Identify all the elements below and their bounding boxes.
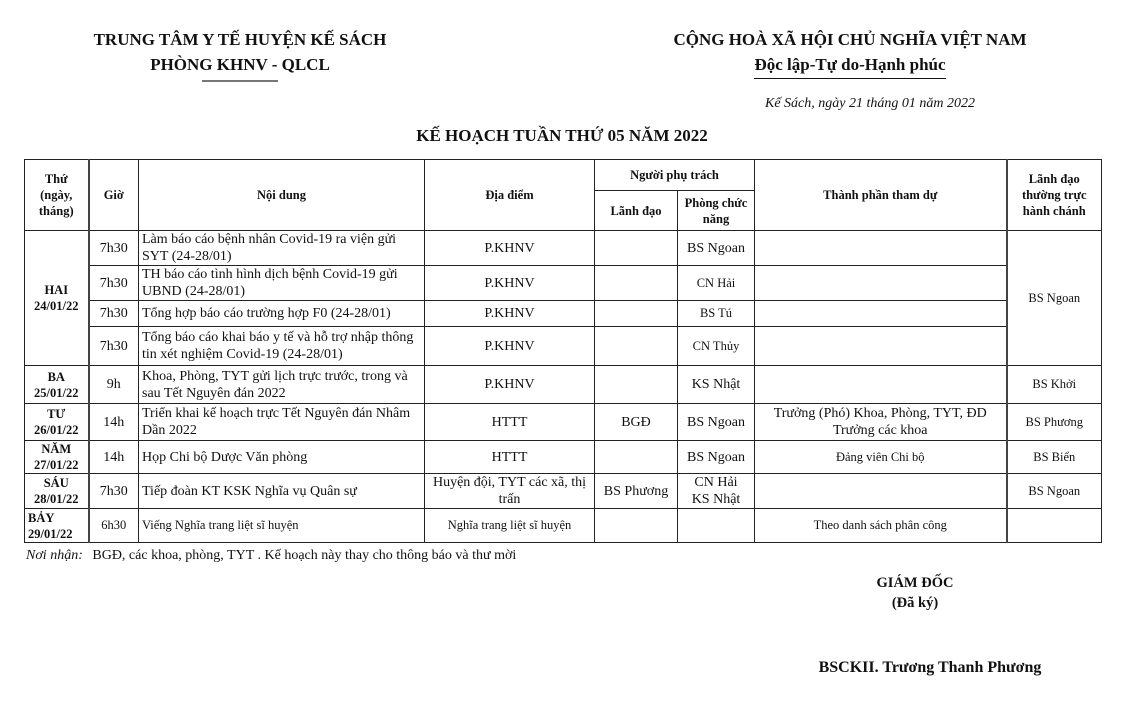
leader-cell [595,301,678,327]
header-location: Địa điểm [425,160,595,231]
header-duty-leader: Lãnh đạo thường trực hành chánh [1007,160,1102,231]
table-row [25,327,1102,366]
participants-cell: Trưởng (Phó) Khoa, Phòng, TYT, ĐD Trưởng các khoa [755,404,1007,441]
signature-title: GIÁM ĐỐC [876,575,954,591]
leader-cell [595,509,678,543]
day-date: 26/01/22 [34,423,79,437]
participants-cell [755,366,1007,404]
header-in-charge: Người phụ trách [595,160,755,191]
dept-cell [678,509,755,543]
location-cell: P.KHNV [425,231,595,266]
day-name: SÁU [43,476,69,490]
time-cell: 14h [89,404,139,441]
duty-leader-cell: BS Phương [1007,404,1102,441]
dept-cell: CN Hải [678,266,755,301]
dept-cell: BS Ngoan [678,404,755,441]
dept-line: KS Nhật [691,492,741,507]
leader-cell [595,441,678,474]
dept-cell: BS Ngoan [678,231,755,266]
weekly-plan-table [24,159,1102,543]
leader-cell [595,231,678,266]
content-cell: Tổng hợp báo cáo trường hợp F0 (24-28/01) [139,301,425,327]
table-row [25,474,1102,509]
duty-leader-cell: BS Biển [1007,441,1102,474]
dept-cell: BS Ngoan [678,441,755,474]
time-cell: 7h30 [89,474,139,509]
location-cell: Huyện đội, TYT các xã, thị trấn [425,474,595,509]
day-name: BẢY [28,510,55,525]
participants-cell: Đảng viên Chi bộ [755,441,1007,474]
content-cell: Viếng Nghĩa trang liệt sĩ huyện [139,509,425,543]
time-cell: 7h30 [89,327,139,366]
location-cell: HTTT [425,441,595,474]
duty-leader-cell: BS Ngoan [1007,474,1102,509]
department-name: PHÒNG KHNV - QLCL [150,55,330,74]
day-cell [25,231,89,366]
duty-leader-cell [1007,509,1102,543]
org-name: TRUNG TÂM Y TẾ HUYỆN KẾ SÁCH [93,30,387,49]
participants-cell: Theo danh sách phân công [755,509,1007,543]
table-row [25,266,1102,301]
recipients-text: BGĐ, các khoa, phòng, TYT . Kế hoạch này thay cho thông báo và thư mời [92,548,517,563]
table-row [25,366,1102,404]
day-name: NĂM [41,442,72,456]
participants-cell [755,231,1007,266]
dept-cell: BS Tú [678,301,755,327]
day-cell [25,474,89,509]
day-cell [25,441,89,474]
table-row [25,301,1102,327]
content-cell: Triển khai kế hoạch trực Tết Nguyên đán Nhâm Dần 2022 [139,404,425,441]
table-row [25,509,1102,543]
table-row [25,404,1102,441]
location-cell: Nghĩa trang liệt sĩ huyện [425,509,595,543]
time-cell: 6h30 [89,509,139,543]
signature-block [840,573,990,613]
document-date: Kế Sách, ngày 21 tháng 01 năm 2022 [765,96,975,111]
nation-motto: Độc lập-Tự do-Hạnh phúc [754,52,945,79]
day-cell [25,366,89,404]
header-day: Thứ (ngày, tháng) [25,160,89,231]
document-title: KẾ HOẠCH TUẦN THỨ 05 NĂM 2022 [416,126,708,145]
content-cell: Họp Chi bộ Dược Văn phòng [139,441,425,474]
day-date: 24/01/22 [34,299,79,313]
day-date: 25/01/22 [34,385,79,400]
header-time: Giờ [89,160,139,231]
location-cell: P.KHNV [425,366,595,404]
content-cell: Khoa, Phòng, TYT gửi lịch trực trước, trong và sau Tết Nguyên đán 2022 [139,366,425,404]
leader-cell [595,266,678,301]
national-header [620,27,1080,79]
day-date: 29/01/22 [28,526,73,541]
dept-line: CN Hải [694,475,738,490]
day-name: BA [47,369,65,384]
content-cell: Tiếp đoàn KT KSK Nghĩa vụ Quân sự [139,474,425,509]
dept-cell: KS Nhật [678,366,755,404]
location-cell: P.KHNV [425,301,595,327]
dept-cell [678,474,755,509]
day-date: 28/01/22 [34,492,79,506]
participants-cell [755,266,1007,301]
day-name: TƯ [47,407,66,421]
organization-header [40,27,440,82]
participants-cell [755,301,1007,327]
participants-cell [755,474,1007,509]
time-cell: 7h30 [89,231,139,266]
recipients-line [26,548,516,564]
signature-status: (Đã ký) [891,595,939,611]
day-cell [25,509,89,543]
location-cell: HTTT [425,404,595,441]
table-row [25,441,1102,474]
leader-cell: BGĐ [595,404,678,441]
leader-cell [595,327,678,366]
content-cell: Tổng báo cáo khai báo y tế và hỗ trợ nhập thông tin xét nghiệm Covid-19 (24-28/01) [139,327,425,366]
nation-name: CỘNG HOÀ XÃ HỘI CHỦ NGHĨA VIỆT NAM [673,30,1027,49]
header-divider [202,80,278,82]
time-cell: 7h30 [89,266,139,301]
recipients-label: Nơi nhận: [26,548,83,563]
header-content: Nội dung [139,160,425,231]
location-cell: P.KHNV [425,327,595,366]
header-in-charge-dept: Phòng chức năng [678,191,755,231]
content-cell: TH báo cáo tình hình dịch bệnh Covid-19 gửi UBND (24-28/01) [139,266,425,301]
participants-cell [755,327,1007,366]
signer-name: BSCKII. Trương Thanh Phương [818,659,1042,676]
time-cell: 14h [89,441,139,474]
duty-leader-cell: BS Khởi [1007,366,1102,404]
dept-cell: CN Thủy [678,327,755,366]
table-row [25,231,1102,266]
leader-cell [595,366,678,404]
duty-leader-cell: BS Ngoan [1007,231,1102,366]
day-cell [25,404,89,441]
header-participants: Thành phần tham dự [755,160,1007,231]
day-date: 27/01/22 [34,458,79,472]
leader-cell: BS Phương [595,474,678,509]
time-cell: 7h30 [89,301,139,327]
location-cell: P.KHNV [425,266,595,301]
content-cell: Làm báo cáo bệnh nhân Covid-19 ra viện gửi SYT (24-28/01) [139,231,425,266]
header-in-charge-leader: Lãnh đạo [595,191,678,231]
day-name: HAI [44,283,69,297]
time-cell: 9h [89,366,139,404]
